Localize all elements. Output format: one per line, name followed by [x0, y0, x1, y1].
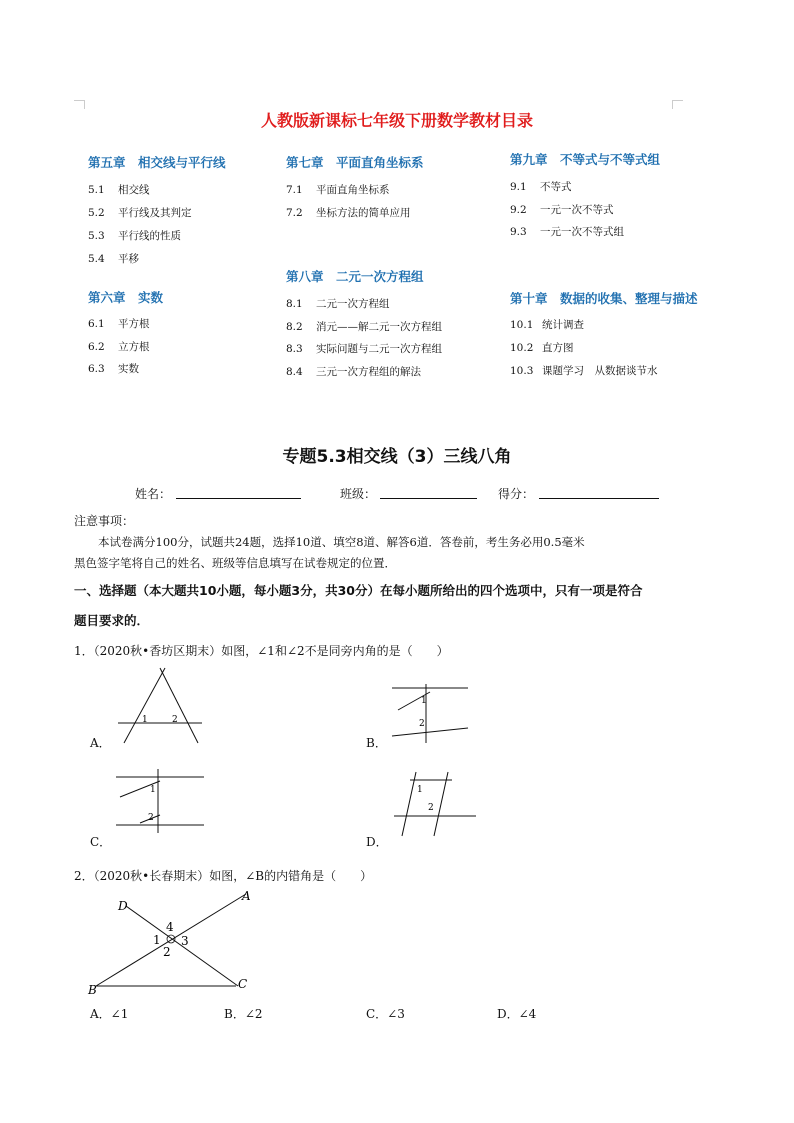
chapter-title: 第五章 相交线与平行线: [88, 155, 226, 170]
chapter-title: 第十章 数据的收集、整理与描述: [510, 291, 698, 306]
option-c[interactable]: C．: [90, 835, 112, 849]
score-field[interactable]: [539, 498, 659, 499]
notice-line: 本试卷满分100分，试题共24题，选择10道、填空8道、解答6道．答卷前，考生务必用0.5毫米: [98, 535, 585, 549]
angle-label: 2: [148, 813, 154, 823]
section-item: 7.2 坐标方法的简单应用: [286, 207, 411, 219]
section-item: 5.4 平移: [88, 253, 139, 265]
name-label: 姓名：: [135, 487, 172, 501]
angle-label: 2: [172, 715, 178, 725]
section-item: 5.2 平行线及其判定: [88, 207, 192, 219]
chapter-title: 第八章 二元一次方程组: [286, 269, 424, 284]
notice-title: 注意事项：: [74, 514, 135, 528]
svg-text:D: D: [118, 899, 128, 913]
notice-line: 黑色签字笔将自己的姓名、班级等信息填写在试卷规定的位置．: [74, 556, 396, 570]
section-heading: 一、选择题（本大题共10小题，每小题3分，共30分）在每小题所给出的四个选项中，只有一项是符合: [74, 583, 643, 598]
option-a[interactable]: A．∠1: [90, 1007, 129, 1021]
section-item: 10.3 课题学习 从数据谈节水: [510, 365, 658, 377]
section-item: 9.3 一元一次不等式组: [510, 226, 624, 238]
class-label: 班级：: [340, 487, 377, 501]
angle-label: 1: [417, 785, 423, 795]
section-item: 6.3 实数: [88, 363, 139, 375]
section-item: 7.1 平面直角坐标系: [286, 184, 390, 196]
section-item: 8.1 二元一次方程组: [286, 298, 390, 310]
svg-text:B: B: [88, 983, 97, 996]
figure-q1-d: [390, 768, 480, 840]
svg-text:2: 2: [163, 945, 171, 959]
question-stem: 1．（2020秋•香坊区期末）如图，∠1和∠2不是同旁内角的是（ ）: [74, 644, 449, 658]
section-item: 6.2 立方根: [88, 341, 150, 353]
option-d[interactable]: D．: [366, 835, 388, 849]
chapter-title: 第六章 实数: [88, 290, 164, 305]
toc-title: 人教版新课标七年级下册数学教材目录: [260, 111, 533, 130]
option-b[interactable]: B．∠2: [224, 1007, 263, 1021]
angle-label: 1: [150, 785, 156, 795]
section-item: 8.4 三元一次方程组的解法: [286, 366, 421, 378]
section-item: 10.2 直方图: [510, 342, 574, 354]
angle-label: 2: [428, 803, 434, 813]
angle-label: 1: [142, 715, 148, 725]
question-stem: 2．（2020秋•长春期末）如图，∠B的内错角是（ ）: [74, 869, 373, 883]
chapter-title: 第七章 平面直角坐标系: [286, 155, 424, 170]
option-b[interactable]: B．: [366, 736, 387, 750]
angle-label: 2: [419, 719, 425, 729]
figure-q1-b: [388, 678, 478, 748]
option-d[interactable]: D．∠4: [497, 1007, 537, 1021]
page-title: 专题5.3相交线（3）三线八角: [282, 447, 512, 467]
figure-q1-c: [112, 765, 208, 835]
section-heading: 题目要求的．: [74, 613, 150, 628]
section-item: 9.2 一元一次不等式: [510, 204, 614, 216]
section-item: 8.3 实际问题与二元一次方程组: [286, 343, 442, 355]
svg-text:1: 1: [153, 933, 161, 947]
option-a[interactable]: A．: [90, 736, 111, 750]
option-c[interactable]: C．∠3: [366, 1007, 405, 1021]
section-item: 8.2 消元——解二元一次方程组: [286, 321, 442, 333]
svg-text:4: 4: [166, 920, 174, 934]
score-label: 得分：: [498, 487, 535, 501]
name-field[interactable]: [176, 498, 301, 499]
section-item: 5.1 相交线: [88, 184, 150, 196]
section-item: 10.1 统计调查: [510, 319, 584, 331]
svg-text:C: C: [238, 977, 248, 991]
svg-text:A: A: [242, 889, 251, 903]
angle-label: 1: [421, 696, 427, 706]
figure-q2: [82, 886, 272, 996]
figure-q1-a: [110, 665, 210, 745]
svg-text:3: 3: [181, 934, 189, 948]
section-item: 9.1 不等式: [510, 181, 572, 193]
chapter-title: 第九章 不等式与不等式组: [510, 152, 661, 167]
section-item: 6.1 平方根: [88, 318, 150, 330]
section-item: 5.3 平行线的性质: [88, 230, 181, 242]
class-field[interactable]: [380, 498, 477, 499]
